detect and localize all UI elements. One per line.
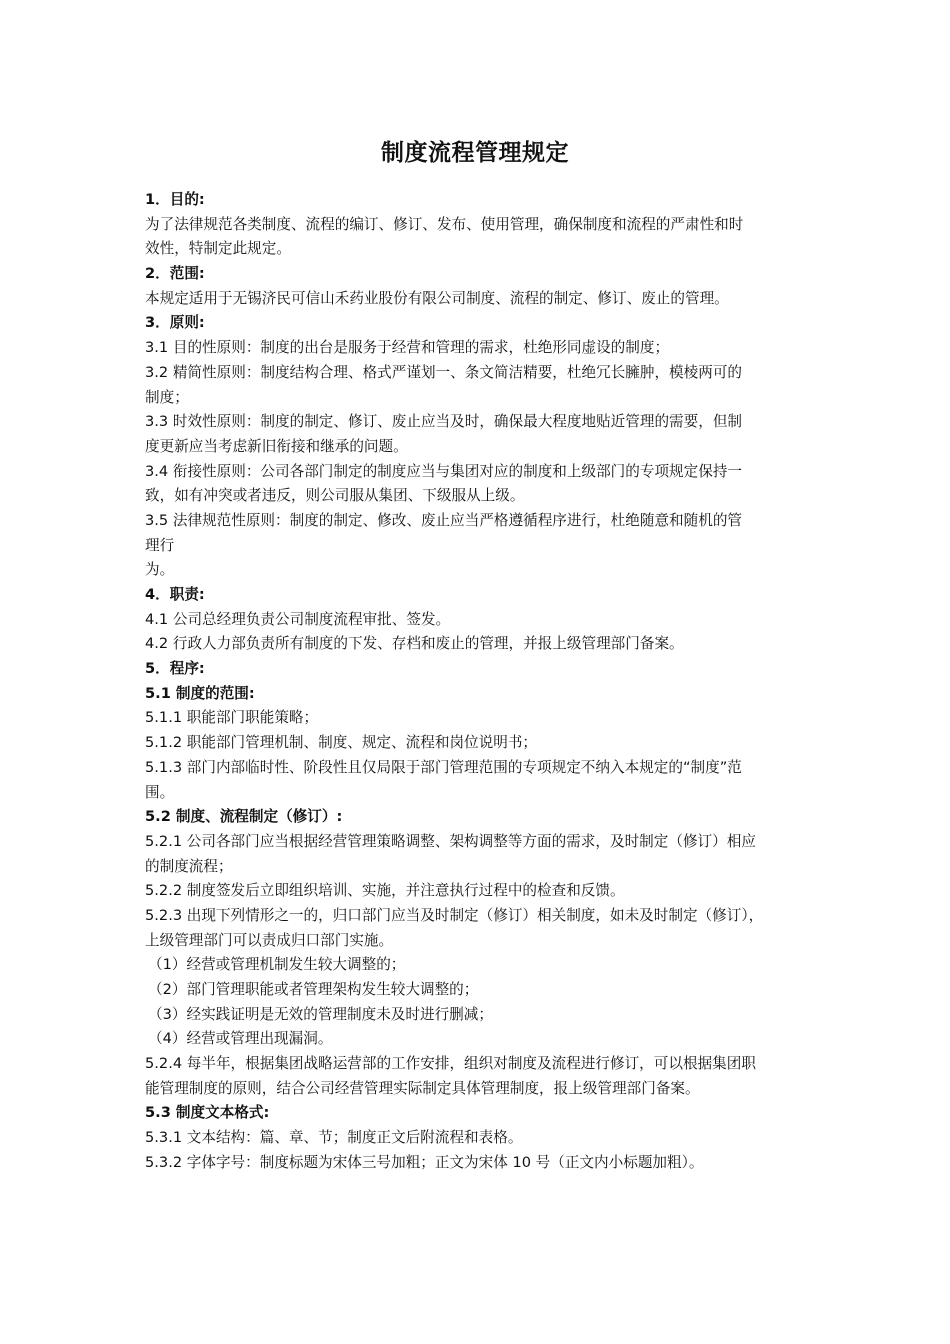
body-text-line: 5.2.1 公司各部门应当根据经营管理策略调整、架构调整等方面的需求，及时制定（修订）相应 bbox=[145, 832, 756, 850]
body-text-line: 5.1.1 职能部门职能策略； bbox=[145, 709, 319, 727]
body-text-line: 致，如有冲突或者违反，则公司服从集团、下级服从上级。 bbox=[145, 487, 525, 505]
body-text-line: 本规定适用于无锡济民可信山禾药业股份有限公司制度、流程的制定、修订、废止的管理。 bbox=[145, 289, 729, 307]
body-text-line: 为了法律规范各类制度、流程的编订、修订、发布、使用管理，确保制度和流程的严肃性和时 bbox=[145, 215, 744, 233]
body-text-line: 围。 bbox=[145, 783, 175, 801]
section-heading: 3．原则: bbox=[145, 314, 205, 332]
body-text-line: 效性，特制定此规定。 bbox=[145, 240, 291, 258]
section-heading: 1．目的: bbox=[145, 191, 205, 208]
body-text-line: 5.3.1 文本结构：篇、章、节；制度正文后附流程和表格。 bbox=[145, 1129, 523, 1147]
body-text-line: 能管理制度的原则，结合公司经营管理实际制定具体管理制度，报上级管理部门备案。 bbox=[145, 1079, 700, 1097]
body-text-line: 3.1 目的性原则：制度的出台是服务于经营和管理的需求，杜绝形同虚设的制度； bbox=[145, 339, 670, 357]
document-body bbox=[145, 188, 817, 1176]
body-text-line: 3.2 精简性原则：制度结构合理、格式严谨划一、条文简洁精要，杜绝冗长臃肿，模棱两可的 bbox=[145, 363, 743, 381]
body-text-line: 上级管理部门可以责成归口部门实施。 bbox=[145, 931, 394, 949]
body-text-line: 理行 bbox=[145, 536, 175, 554]
body-text-line: 5.3.2 字体字号：制度标题为宋体三号加粗；正文为宋体 10 号（正文内小标题加粗）。 bbox=[145, 1153, 704, 1171]
body-text-line: （2）部门管理职能或者管理架构发生较大调整的； bbox=[148, 981, 479, 998]
section-heading: 5．程序: bbox=[145, 660, 205, 678]
body-text-line: （1）经营或管理机制发生较大调整的； bbox=[148, 956, 406, 974]
body-text-line: 的制度流程； bbox=[145, 857, 233, 875]
body-text-line: 4.1 公司总经理负责公司制度流程审批、签发。 bbox=[145, 610, 451, 628]
section-heading: 2．范围: bbox=[145, 265, 205, 283]
section-heading: 5.3 制度文本格式: bbox=[145, 1104, 270, 1122]
body-text-line: （3）经实践证明是无效的管理制度未及时进行删减； bbox=[148, 1005, 493, 1023]
body-text-line: 度更新应当考虑新旧衔接和继承的问题。 bbox=[145, 437, 408, 455]
section-heading: 5.2 制度、流程制定（修订）: bbox=[145, 808, 343, 826]
body-text-line: 3.5 法律规范性原则：制度的制定、修改、废止应当严格遵循程序进行，杜绝随意和随机的管 bbox=[145, 511, 743, 529]
body-text-line: （4）经营或管理出现漏洞。 bbox=[148, 1030, 333, 1048]
body-text-line: 制度； bbox=[145, 388, 189, 406]
body-text-line: 5.2.2 制度签发后立即组织培训、实施，并注意执行过程中的检查和反馈。 bbox=[145, 882, 625, 900]
section-heading: 5.1 制度的范围: bbox=[145, 684, 255, 702]
body-text-line: 5.2.3 出现下列情形之一的，归口部门应当及时制定（修订）相关制度，如未及时制定（修订）， bbox=[145, 906, 764, 924]
body-text-line: 4.2 行政人力部负责所有制度的下发、存档和废止的管理，并报上级管理部门备案。 bbox=[145, 635, 684, 653]
body-text-line: 为。 bbox=[145, 561, 175, 579]
body-text-line: 3.3 时效性原则：制度的制定、修订、废止应当及时，确保最大程度地贴近管理的需要，但制 bbox=[145, 413, 743, 431]
body-text-line: 3.4 衔接性原则：公司各部门制定的制度应当与集团对应的制度和上级部门的专项规定保持一 bbox=[145, 462, 743, 480]
body-text-line: 5.1.3 部门内部临时性、阶段性且仅局限于部门管理范围的专项规定不纳入本规定的“制度”范 bbox=[145, 758, 742, 776]
section-heading: 4．职责: bbox=[145, 586, 205, 603]
body-text-line: 5.2.4 每半年，根据集团战略运营部的工作安排，组织对制度及流程进行修订，可以根据集团职 bbox=[145, 1055, 756, 1073]
document-title: 制度流程管理规定 bbox=[381, 140, 569, 166]
body-text-line: 5.1.2 职能部门管理机制、制度、规定、流程和岗位说明书； bbox=[145, 734, 538, 752]
